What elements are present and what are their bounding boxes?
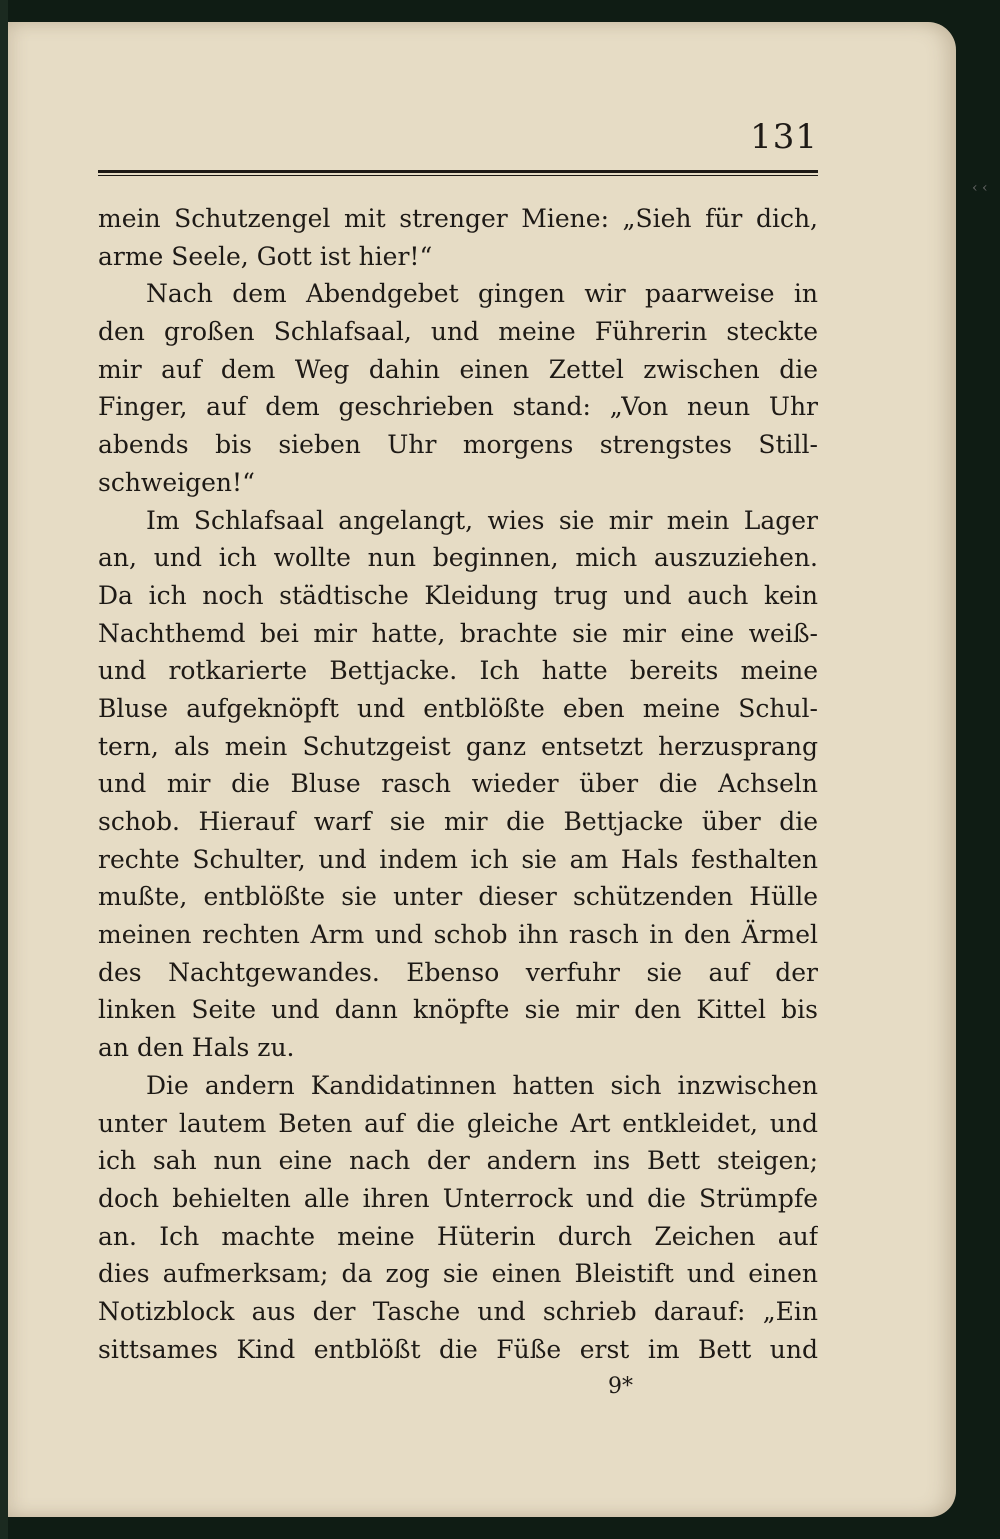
- text-line: doch behielten alle ihren Unterrock und die Strümpfe: [98, 1183, 818, 1213]
- book-page: [8, 22, 956, 1517]
- text-line: den großen Schlafsaal, und meine Führerin steckte: [98, 317, 818, 347]
- text-line: dies aufmerksam; da zog sie einen Bleistift und einen: [98, 1259, 818, 1289]
- text-line: Da ich noch städtische Kleidung trug und auch kein: [98, 580, 818, 610]
- edge-marks: ‹ ‹: [972, 180, 988, 196]
- book-spine: [0, 0, 8, 1539]
- body-text: [98, 200, 818, 1368]
- text-line: schweigen!“: [98, 467, 255, 497]
- text-line: Bluse aufgeknöpft und entblößte eben meine Schul-: [98, 693, 818, 723]
- text-line: Im Schlafsaal angelangt, wies sie mir mein Lager: [146, 505, 818, 535]
- text-line: an, und ich wollte nun beginnen, mich auszuziehen.: [98, 543, 818, 573]
- text-line: Notizblock aus der Tasche und schrieb darauf: „Ein: [98, 1296, 818, 1326]
- text-line: und rotkarierte Bettjacke. Ich hatte bereits meine: [98, 656, 818, 686]
- text-line: tern, als mein Schutzgeist ganz entsetzt herzusprang: [98, 731, 818, 761]
- text-line: an. Ich machte meine Hüterin durch Zeichen auf: [98, 1221, 818, 1251]
- text-line: arme Seele, Gott ist hier!“: [98, 241, 433, 271]
- text-line: und mir die Bluse rasch wieder über die Achseln: [98, 769, 818, 799]
- text-line: Finger, auf dem geschrieben stand: „Von neun Uhr: [98, 392, 818, 422]
- text-line: unter lautem Beten auf die gleiche Art entkleidet, und: [98, 1108, 818, 1138]
- text-line: Nachthemd bei mir hatte, brachte sie mir eine weiß-: [98, 618, 818, 648]
- header-rule: [98, 170, 818, 176]
- text-line: linken Seite und dann knöpfte sie mir den Kittel bis: [98, 995, 818, 1025]
- text-line: rechte Schulter, und indem ich sie am Hals festhalten: [98, 844, 818, 874]
- printer-signature-mark: 9*: [608, 1374, 633, 1399]
- text-line: sittsames Kind entblößt die Füße erst im Bett und: [98, 1334, 818, 1364]
- text-line: ich sah nun eine nach der andern ins Bett steigen;: [98, 1146, 818, 1176]
- page-number: 131: [750, 117, 818, 157]
- text-line: mir auf dem Weg dahin einen Zettel zwischen die: [98, 354, 818, 384]
- text-line: abends bis sieben Uhr morgens strengstes Still-: [98, 430, 818, 460]
- text-line: an den Hals zu.: [98, 1033, 295, 1063]
- text-line: Die andern Kandidatinnen hatten sich inzwischen: [146, 1070, 818, 1100]
- text-line: meinen rechten Arm und schob ihn rasch in den Ärmel: [98, 920, 818, 950]
- text-line: mein Schutzengel mit strenger Miene: „Sieh für dich,: [98, 204, 818, 233]
- text-line: mußte, entblößte sie unter dieser schützenden Hülle: [98, 882, 818, 912]
- text-line: schob. Hierauf warf sie mir die Bettjacke über die: [98, 807, 818, 836]
- text-line: des Nachtgewandes. Ebenso verfuhr sie auf der: [98, 957, 818, 987]
- text-line: Nach dem Abendgebet gingen wir paarweise in: [146, 279, 818, 309]
